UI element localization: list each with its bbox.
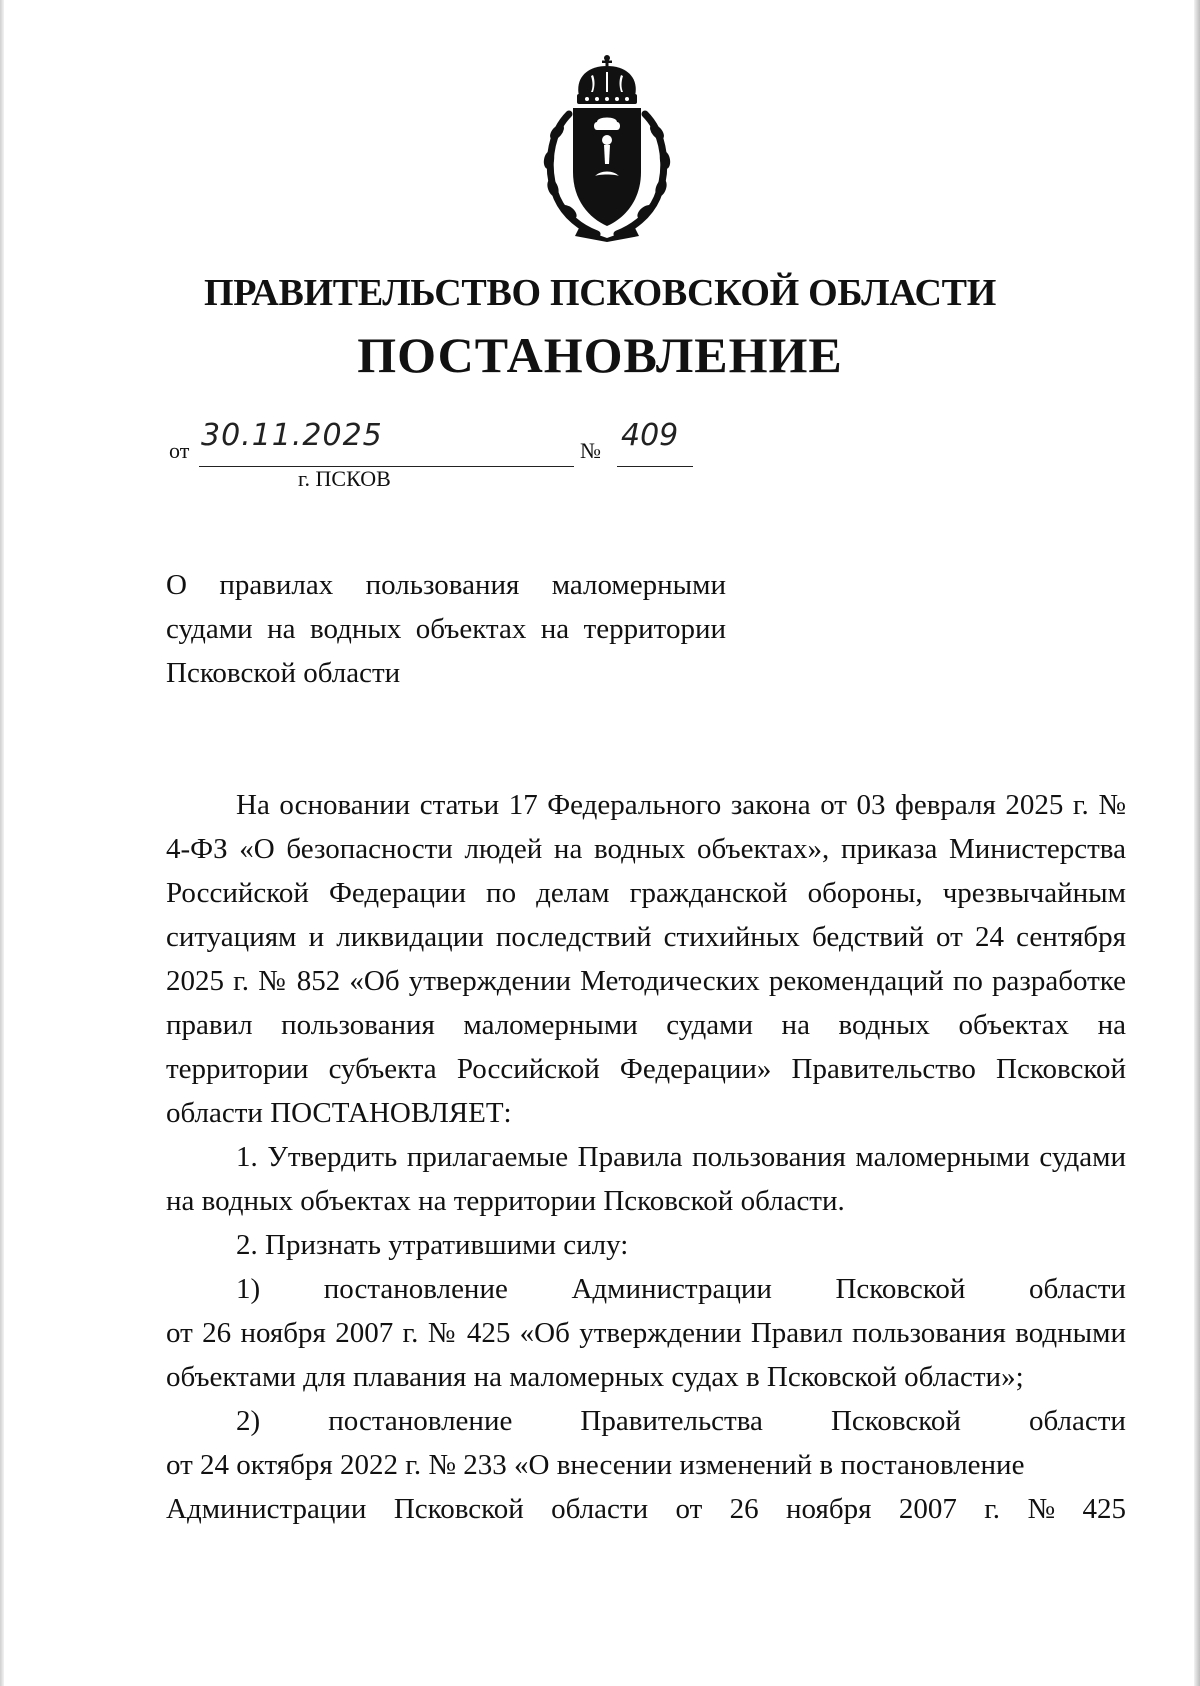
subject-line: судами на водных объектах на территории — [166, 613, 726, 645]
organization-title: ПРАВИТЕЛЬСТВО ПСКОВСКОЙ ОБЛАСТИ — [204, 272, 996, 314]
coat-of-arms-icon — [535, 52, 680, 242]
document-type-title: ПОСТАНОВЛЕНИЕ — [357, 327, 843, 383]
scan-edge-left — [0, 0, 4, 1686]
subitem-word: постановление — [328, 1405, 513, 1437]
subitem-word: от — [675, 1493, 703, 1525]
subitem-word: 2) — [236, 1405, 261, 1437]
date-prefix: от — [169, 438, 190, 463]
subitem-word: 1) — [236, 1273, 261, 1305]
preamble-paragraph: На основании статьи 17 Федерального закона от 03 февраля 2025 г. № 4-ФЗ «О безопасности людей на водных объектах», приказа Министерства Российской Федерации по делам гражданской обороны, чрезвычайным ситуациям и ликвидации последствий стихийных бедствий от 24 сентября 2025 г. № 852 «Об утверждении Методических рекомендаций по разработке правил пользования маломерными судами на водных объектах на территории субъекта Российской Федерации» Правительство Псковской области ПОСТАНОВЛЯЕТ: — [166, 789, 1126, 1129]
subitem-word: Администрации — [571, 1273, 772, 1305]
number-prefix: № — [580, 438, 601, 463]
item-1-paragraph: 1. Утвердить прилагаемые Правила пользования маломерными судами на водных объектах на территории Псковской области. — [166, 1141, 1126, 1217]
subitem-word: Администрации — [166, 1493, 367, 1525]
handwritten-date: 30.11.2025 — [201, 418, 383, 453]
subitem-word: ноября — [786, 1493, 872, 1525]
number-underline — [617, 466, 693, 467]
document-subject — [166, 563, 726, 695]
subitem-2-text: от 24 октября 2022 г. № 233 «О внесении изменений в постановление — [166, 1449, 1025, 1481]
subject-line: О правилах пользования маломерными — [166, 569, 726, 601]
city: г. ПСКОВ — [298, 466, 391, 491]
subitem-word: Правительства — [580, 1405, 763, 1437]
subitem-1-text: от 26 ноября 2007 г. № 425 «Об утверждении Правил пользования водными объектами для плавания на маломерных судах в Псковской области»; — [166, 1317, 1126, 1393]
subitem-word: № — [1027, 1493, 1056, 1525]
scan-edge-right — [1194, 0, 1200, 1686]
subitem-word: Псковской — [835, 1273, 966, 1305]
subject-line: Псковской области — [166, 657, 401, 689]
subitem-word: 26 — [729, 1493, 759, 1525]
document-body — [166, 783, 1126, 1531]
subitem-word: 2007 — [898, 1493, 957, 1525]
item-2-heading: 2. Признать утратившими силу: — [236, 1229, 629, 1261]
subitem-1-first-line — [166, 1267, 1126, 1311]
subitem-word: области — [551, 1493, 649, 1525]
subitem-word: области — [1029, 1405, 1126, 1437]
subitem-word: 425 — [1082, 1493, 1126, 1525]
subitem-2-first-line — [166, 1399, 1126, 1443]
subitem-word: постановление — [323, 1273, 508, 1305]
subitem-word: Псковской — [830, 1405, 961, 1437]
handwritten-number: 409 — [621, 418, 679, 453]
subitem-2-last-line — [166, 1487, 1126, 1531]
subitem-word: области — [1029, 1273, 1126, 1305]
subitem-word: Псковской — [393, 1493, 524, 1525]
subitem-word: г. — [984, 1493, 1001, 1525]
